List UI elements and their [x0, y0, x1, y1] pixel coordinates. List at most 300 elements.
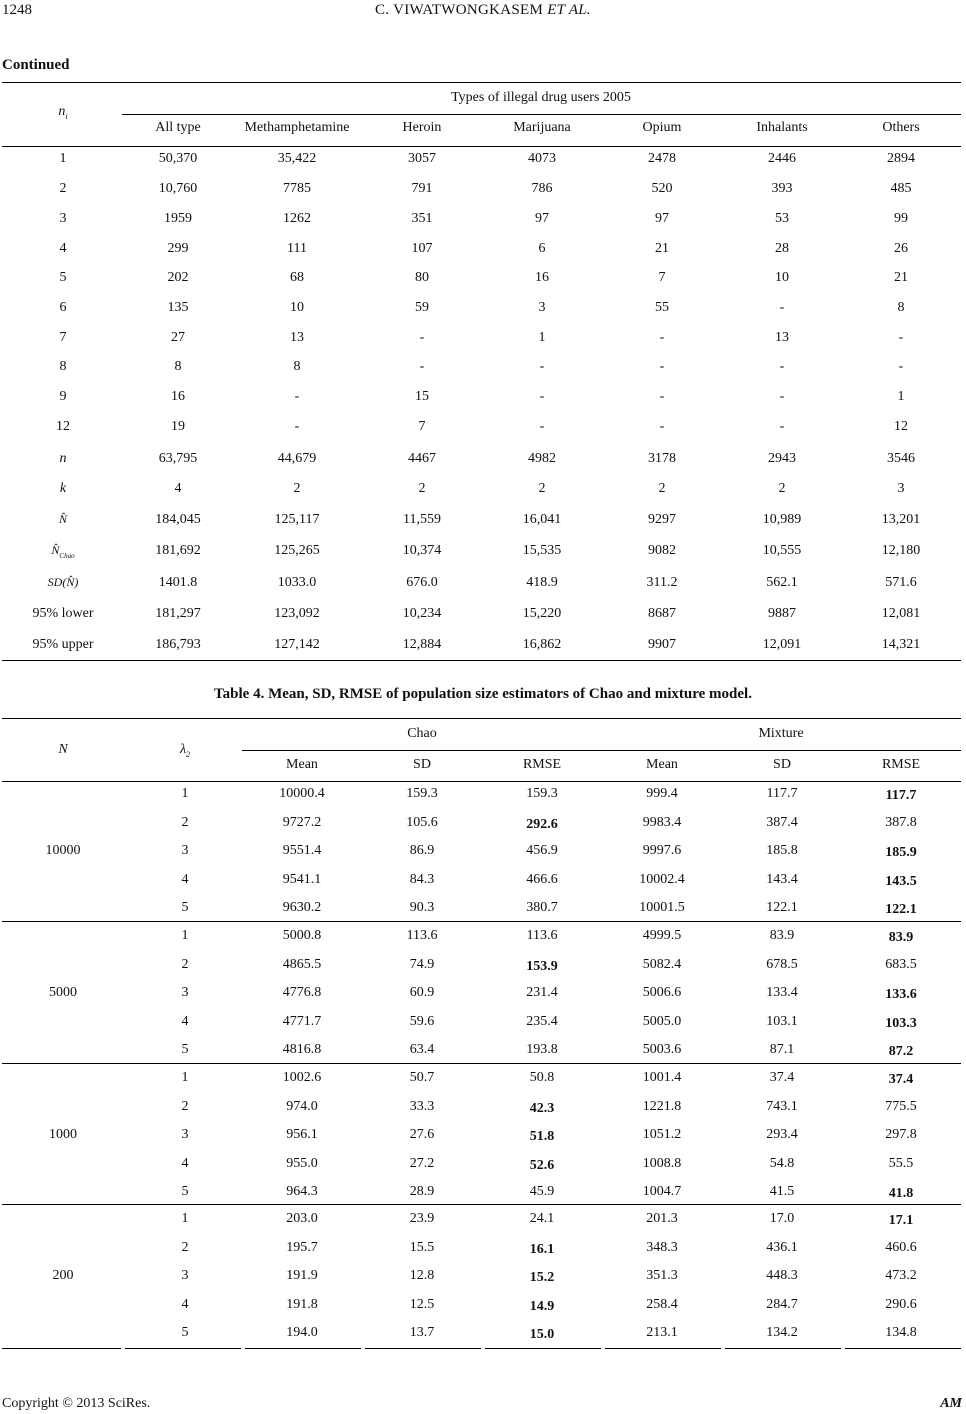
sub-column-header: Mean [646, 757, 678, 772]
table-cell: - [539, 359, 545, 374]
table-cell: 11,559 [403, 512, 441, 527]
row-label: 4 [59, 241, 67, 256]
table-cell: 185.9 [885, 845, 917, 860]
table-cell: 53 [775, 211, 789, 226]
table-cell: 4467 [408, 451, 436, 466]
lambda-value: 1 [181, 928, 189, 943]
table-cell: 16.1 [529, 1242, 555, 1257]
table-cell: 83.9 [769, 928, 795, 943]
table-cell: - [779, 300, 785, 315]
table-cell: 111 [287, 241, 307, 256]
table-cell: 5005.0 [642, 1014, 682, 1029]
table-cell: 27.2 [409, 1156, 435, 1171]
group-n-value: 200 [52, 1268, 74, 1283]
table-cell: 134.8 [885, 1325, 917, 1340]
table-cell: 964.3 [286, 1184, 318, 1199]
table-cell: 213.1 [646, 1325, 678, 1340]
table-cell: 5082.4 [642, 957, 682, 972]
table-cell: 15.0 [529, 1327, 555, 1342]
table-bottom-rule [2, 660, 961, 661]
table-cell: 181,297 [155, 606, 201, 621]
table-cell: 12,091 [762, 637, 802, 652]
table-cell: 1002.6 [282, 1070, 322, 1085]
table-cell: 117.7 [766, 786, 798, 801]
table-cell: 9551.4 [282, 843, 322, 858]
row-label-n-hat-chao [51, 543, 74, 560]
sub-column-header: SD [773, 757, 791, 772]
table-cell: 41.8 [888, 1186, 914, 1201]
table-cell: 380.7 [526, 900, 558, 915]
table-cell: 202 [167, 270, 189, 285]
table-cell: 786 [531, 181, 553, 196]
table-cell: 3 [538, 300, 546, 315]
table-cell: 7 [418, 419, 426, 434]
table-cell: 97 [535, 211, 549, 226]
table-cell: 50.7 [409, 1070, 435, 1085]
table-cell: 231.4 [526, 985, 558, 1000]
table-cell: 387.8 [885, 815, 917, 830]
table-cell: 7785 [283, 181, 311, 196]
table-cell: 1221.8 [642, 1099, 682, 1114]
column-header: Others [882, 120, 920, 135]
table-cell: 15 [415, 389, 429, 404]
table-cell: 21 [655, 241, 669, 256]
table-cell: 235.4 [526, 1014, 558, 1029]
table-cell: 791 [411, 181, 433, 196]
table-cell: 4073 [528, 151, 556, 166]
table-cell: 184,045 [155, 512, 201, 527]
table-cell: 1 [538, 330, 546, 345]
row-header-n-i [58, 104, 67, 121]
lambda-value: 5 [181, 1042, 189, 1057]
table-cell: 123,092 [274, 606, 320, 621]
column-header-n: N [58, 742, 68, 757]
table-cell: 143.4 [766, 872, 798, 887]
table-cell: 134.2 [766, 1325, 798, 1340]
table-cell: 143.5 [885, 874, 917, 889]
table-cell: 186,793 [155, 637, 201, 652]
table-cell: 51.8 [529, 1129, 555, 1144]
table-cell: 44,679 [277, 451, 317, 466]
row-label: k [59, 481, 67, 496]
table-cell: 775.5 [885, 1099, 917, 1114]
lambda-value: 3 [181, 1127, 189, 1142]
table-cell: - [659, 419, 665, 434]
table-cell: 50.8 [529, 1070, 555, 1085]
row-header-subscript: i [65, 111, 68, 121]
table-cell: 284.7 [766, 1297, 798, 1312]
lambda-subscript: 2 [186, 749, 191, 759]
table-cell: 117.7 [885, 788, 917, 803]
table-cell: 4 [174, 481, 182, 496]
table-cell: - [659, 359, 665, 374]
table-cell: 9630.2 [282, 900, 322, 915]
table-cell: 436.1 [766, 1240, 798, 1255]
table-cell: 9297 [648, 512, 676, 527]
table-cell: 107 [411, 241, 433, 256]
table-cell: 15,220 [522, 606, 562, 621]
table-cell: 974.0 [286, 1099, 318, 1114]
table-cell: 13.7 [409, 1325, 435, 1340]
table-cell: 103.1 [766, 1014, 798, 1029]
table-bottom-rule-segment [605, 1348, 721, 1349]
table-cell: - [659, 389, 665, 404]
chao-subscript: Chao [59, 551, 75, 560]
table-cell: 15.2 [529, 1270, 555, 1285]
lambda-value: 2 [181, 957, 189, 972]
running-head-et-al: ET AL. [547, 2, 591, 18]
table-cell: 10 [775, 270, 789, 285]
row-label: 1 [59, 151, 67, 166]
table-cell: 418.9 [526, 575, 558, 590]
table-bottom-rule-segment [845, 1348, 961, 1349]
table-cell: 10 [290, 300, 304, 315]
row-label: n [59, 451, 67, 466]
table-cell: 562.1 [766, 575, 798, 590]
row-label: 3 [59, 211, 67, 226]
row-label: 6 [59, 300, 67, 315]
table-cell: 311.2 [646, 575, 678, 590]
table-cell: 10000.4 [279, 786, 325, 801]
row-label: 5 [59, 270, 67, 285]
lambda-value: 2 [181, 815, 189, 830]
table-bottom-rule-segment [125, 1348, 241, 1349]
table-cell: 191.8 [286, 1297, 318, 1312]
table-cell: 191.9 [286, 1268, 318, 1283]
page-number: 1248 [2, 2, 32, 18]
table-cell: 12.8 [409, 1268, 435, 1283]
table-bottom-rule-segment [485, 1348, 601, 1349]
group-separator-rule [2, 1063, 961, 1064]
table-cell: 13 [775, 330, 789, 345]
lambda-value: 4 [181, 1156, 189, 1171]
table-cell: 1008.8 [642, 1156, 682, 1171]
table-cell: 2 [778, 481, 786, 496]
sub-column-header: RMSE [522, 757, 562, 772]
table-bottom-rule-segment [245, 1348, 361, 1349]
table-cell: 159.3 [526, 786, 558, 801]
table-cell: 12 [894, 419, 908, 434]
table-cell: 1004.7 [642, 1184, 682, 1199]
table-cell: 19 [171, 419, 185, 434]
lambda-value: 5 [181, 1184, 189, 1199]
table-cell: 63,795 [158, 451, 198, 466]
table-cell: 13,201 [881, 512, 921, 527]
group-title: Types of illegal drug users 2005 [451, 90, 631, 105]
table-cell: 10001.5 [639, 900, 685, 915]
table-cell: 6 [538, 241, 546, 256]
table-cell: 9907 [648, 637, 676, 652]
table-cell: 9082 [648, 543, 676, 558]
table-cell: 297.8 [885, 1127, 917, 1142]
table-cell: 133.4 [766, 985, 798, 1000]
lambda-value: 3 [181, 843, 189, 858]
table-cell: 12,081 [881, 606, 921, 621]
row-label-n-hat: N̂ [58, 512, 68, 526]
table-cell: 2 [658, 481, 666, 496]
row-label: 95% upper [32, 637, 94, 652]
table-cell: 5006.6 [642, 985, 682, 1000]
row-header-symbol: n [58, 104, 66, 119]
table-cell: 3057 [408, 151, 436, 166]
table-cell: 1401.8 [158, 575, 198, 590]
table-cell: 999.4 [646, 786, 678, 801]
table-cell: 4771.7 [282, 1014, 322, 1029]
table-cell: 63.4 [409, 1042, 435, 1057]
table-cell: 4982 [528, 451, 556, 466]
table-cell: 23.9 [409, 1211, 435, 1226]
table-cell: 4776.8 [282, 985, 322, 1000]
table-cell: 33.3 [409, 1099, 435, 1114]
group-separator-rule [2, 1204, 961, 1205]
column-header: Methamphetamine [244, 120, 350, 135]
table-cell: 8 [293, 359, 301, 374]
table-cell: 520 [651, 181, 673, 196]
header-group-rule [122, 114, 961, 115]
table-cell: 16 [171, 389, 185, 404]
table-cell: 1 [897, 389, 905, 404]
table-cell: 9997.6 [642, 843, 682, 858]
table-cell: 10,234 [402, 606, 442, 621]
table-cell: 193.8 [526, 1042, 558, 1057]
table-cell: 122.1 [885, 902, 917, 917]
table-cell: 54.8 [769, 1156, 795, 1171]
table-cell: 10,989 [762, 512, 802, 527]
table-cell: 293.4 [766, 1127, 798, 1142]
table-cell: 21 [894, 270, 908, 285]
table-cell: 2478 [648, 151, 676, 166]
group-n-value: 10000 [45, 843, 81, 858]
sub-column-header: SD [413, 757, 431, 772]
table-cell: 9887 [768, 606, 796, 621]
table-cell: - [539, 419, 545, 434]
table-cell: 99 [894, 211, 908, 226]
table-cell: 24.1 [529, 1211, 555, 1226]
table-cell: 97 [655, 211, 669, 226]
table-cell: 37.4 [769, 1070, 795, 1085]
table-cell: 201.3 [646, 1211, 678, 1226]
table-top-rule [2, 82, 961, 83]
table-cell: 10,760 [158, 181, 198, 196]
table-cell: 113.6 [526, 928, 558, 943]
table-cell: 55.5 [888, 1156, 914, 1171]
table-cell: 4816.8 [282, 1042, 322, 1057]
table-cell: 17.0 [769, 1211, 795, 1226]
group-chao: Chao [407, 726, 437, 741]
table-cell: 37.4 [888, 1072, 914, 1087]
table-cell: 194.0 [286, 1325, 318, 1340]
lambda-value: 3 [181, 985, 189, 1000]
table-cell: 683.5 [885, 957, 917, 972]
table-cell: 127,142 [274, 637, 320, 652]
table-cell: 60.9 [409, 985, 435, 1000]
table-cell: 103.3 [885, 1016, 917, 1031]
table-cell: 5003.6 [642, 1042, 682, 1057]
table-cell: 16 [535, 270, 549, 285]
table-cell: 9541.1 [282, 872, 322, 887]
table-cell: 10,555 [762, 543, 802, 558]
row-label: 8 [59, 359, 67, 374]
table-cell: 28 [775, 241, 789, 256]
table-cell: 26 [894, 241, 908, 256]
table-cell: 55 [655, 300, 669, 315]
table-cell: 125,265 [274, 543, 320, 558]
table-cell: 41.5 [769, 1184, 795, 1199]
copyright-notice: Copyright © 2013 SciRes. [2, 1396, 151, 1411]
table-cell: 387.4 [766, 815, 798, 830]
group-n-value: 1000 [49, 1127, 77, 1142]
table-cell: 27 [171, 330, 185, 345]
table-cell: 2943 [768, 451, 796, 466]
table-cell: 466.6 [526, 872, 558, 887]
lambda-value: 4 [181, 1014, 189, 1029]
table-cell: 3178 [648, 451, 676, 466]
table-cell: 571.6 [885, 575, 917, 590]
table-cell: 17.1 [888, 1213, 914, 1228]
table-cell: - [779, 359, 785, 374]
table-cell: 2 [538, 481, 546, 496]
table-cell: 87.2 [888, 1044, 914, 1059]
table-cell: 80 [415, 270, 429, 285]
table-cell: 105.6 [406, 815, 438, 830]
group-n-value: 5000 [49, 985, 77, 1000]
table-cell: 35,422 [277, 151, 317, 166]
table-cell: 1033.0 [277, 575, 317, 590]
sub-column-header: RMSE [881, 757, 921, 772]
table-cell: 8 [897, 300, 905, 315]
table-cell: 68 [290, 270, 304, 285]
table-cell: 133.6 [885, 987, 917, 1002]
table-cell: 9727.2 [282, 815, 322, 830]
group-separator-rule [2, 921, 961, 922]
header-bottom-rule [2, 146, 961, 147]
column-header: Heroin [402, 120, 442, 135]
table-cell: 460.6 [885, 1240, 917, 1255]
lambda-value: 1 [181, 786, 189, 801]
table-cell: 290.6 [885, 1297, 917, 1312]
table-cell: 2 [293, 481, 301, 496]
table-cell: 258.4 [646, 1297, 678, 1312]
table-cell: - [659, 330, 665, 345]
table-cell: 1051.2 [642, 1127, 682, 1142]
column-header-lambda [180, 742, 190, 759]
running-head [0, 2, 966, 19]
table-cell: 113.6 [406, 928, 438, 943]
table-bottom-rule-segment [365, 1348, 481, 1349]
column-header: Opium [642, 120, 682, 135]
table-cell: 8 [174, 359, 182, 374]
header-group-rule [242, 750, 961, 751]
lambda-value: 1 [181, 1070, 189, 1085]
column-header: Inhalants [756, 120, 808, 135]
table-cell: 45.9 [529, 1184, 555, 1199]
table-cell: 12.5 [409, 1297, 435, 1312]
table-cell: 12,884 [402, 637, 442, 652]
column-header: All type [155, 120, 201, 135]
table-cell: - [294, 419, 300, 434]
lambda-value: 3 [181, 1268, 189, 1283]
continued-label: Continued [2, 57, 70, 73]
table-cell: 2894 [887, 151, 915, 166]
table-cell: 52.6 [529, 1158, 555, 1173]
row-label: 2 [59, 181, 67, 196]
table-cell: - [779, 419, 785, 434]
table-cell: 42.3 [529, 1101, 555, 1116]
table-cell: - [779, 389, 785, 404]
table-cell: 90.3 [409, 900, 435, 915]
table-cell: 185.8 [766, 843, 798, 858]
table-cell: 3546 [887, 451, 915, 466]
table-bottom-rule-segment [2, 1348, 121, 1349]
table-cell: 2 [418, 481, 426, 496]
table-cell: 9983.4 [642, 815, 682, 830]
lambda-value: 4 [181, 1297, 189, 1312]
table-bottom-rule-segment [725, 1348, 841, 1349]
table-cell: 195.7 [286, 1240, 318, 1255]
table-cell: 10002.4 [639, 872, 685, 887]
table-cell: 393 [771, 181, 793, 196]
table-cell: 13 [290, 330, 304, 345]
table-cell: 678.5 [766, 957, 798, 972]
lambda-symbol: λ [179, 742, 187, 757]
table-cell: 12,180 [881, 543, 921, 558]
table-cell: 448.3 [766, 1268, 798, 1283]
table-cell: 14.9 [529, 1299, 555, 1314]
lambda-value: 5 [181, 1325, 189, 1340]
row-label: 12 [56, 419, 70, 434]
journal-abbrev: AM [940, 1396, 962, 1411]
table-cell: 15.5 [409, 1240, 435, 1255]
table-cell: 473.2 [885, 1268, 917, 1283]
table-cell: 16,041 [522, 512, 562, 527]
table-cell: 16,862 [522, 637, 562, 652]
table-cell: 10,374 [402, 543, 442, 558]
table-cell: 59 [415, 300, 429, 315]
table-cell: - [294, 389, 300, 404]
table-cell: 2446 [768, 151, 796, 166]
row-label: 7 [59, 330, 67, 345]
table-cell: 74.9 [409, 957, 435, 972]
sub-column-header: Mean [286, 757, 318, 772]
table-cell: 351 [411, 211, 433, 226]
table-cell: 50,370 [158, 151, 198, 166]
table-cell: 676.0 [406, 575, 438, 590]
table-cell: 456.9 [526, 843, 558, 858]
table-cell: 153.9 [526, 959, 558, 974]
n-hat-symbol: N̂ [51, 543, 60, 557]
lambda-value: 5 [181, 900, 189, 915]
lambda-value: 1 [181, 1211, 189, 1226]
row-label: 95% lower [32, 606, 94, 621]
table-cell: 84.3 [409, 872, 435, 887]
lambda-value: 2 [181, 1240, 189, 1255]
table-cell: - [419, 330, 425, 345]
group-mixture: Mixture [758, 726, 804, 741]
column-header: Marijuana [513, 120, 571, 135]
table-cell: 181,692 [155, 543, 201, 558]
table-cell: - [539, 389, 545, 404]
table-cell: 15,535 [522, 543, 562, 558]
table-cell: 348.3 [646, 1240, 678, 1255]
table-cell: 86.9 [409, 843, 435, 858]
table-top-rule [2, 718, 961, 719]
table-cell: 1959 [164, 211, 192, 226]
table-cell: 3 [897, 481, 905, 496]
table-cell: 28.9 [409, 1184, 435, 1199]
table-cell: 59.6 [409, 1014, 435, 1029]
table-cell: 743.1 [766, 1099, 798, 1114]
table-cell: 125,117 [274, 512, 320, 527]
